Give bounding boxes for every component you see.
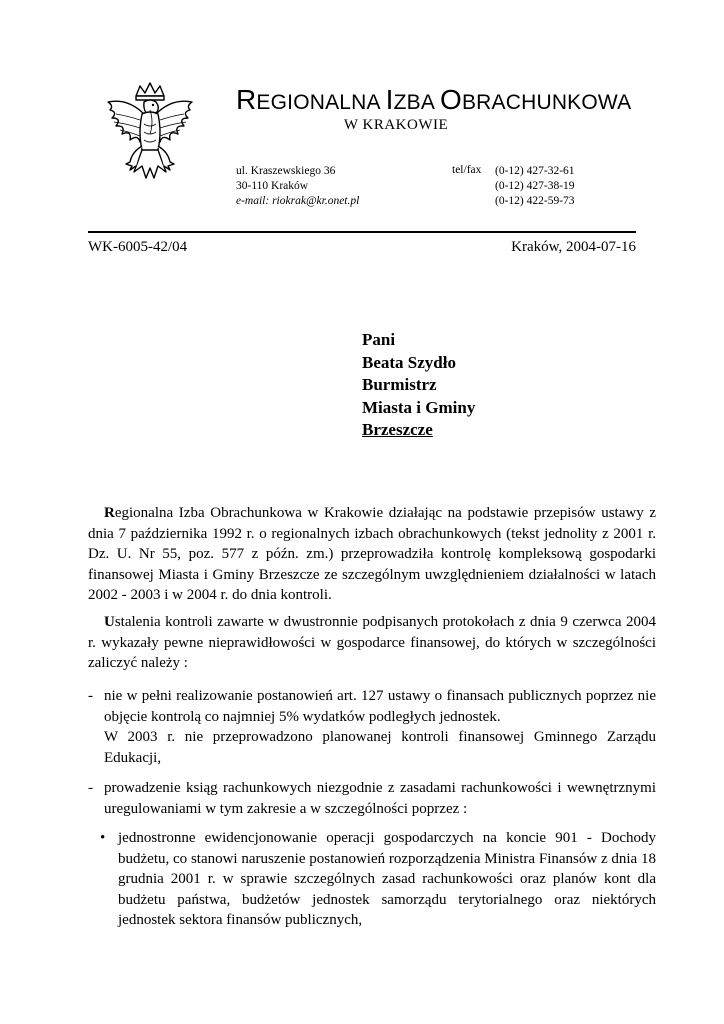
finding-item-1-note: W 2003 r. nie przeprowadzono planowanej kontroli finansowej Gminnego Zarządu Edukacji, (104, 729, 656, 766)
paragraph-intro (88, 503, 656, 606)
finding-item-2 (88, 778, 656, 819)
place-date: Kraków, 2004-07-16 (511, 239, 636, 255)
addressee-town: Brzeszcze (362, 420, 433, 439)
org-initial-o: O (439, 84, 462, 115)
org-name-part1: EGIONALNA (256, 91, 386, 114)
finding-item-2-text: prowadzenie ksiąg rachunkowych niezgodnie z zasadami rachunkowości i wewnętrznymi uregulowaniami w tym zakresie a w szczególności poprzez : (104, 780, 656, 817)
tel-fax-label: tel/fax (452, 164, 482, 176)
phone-number-3: (0-12) 422-59-73 (495, 195, 575, 207)
paragraph-intro-text: egionalna Izba Obrachunkowa w Krakowie działając na podstawie przepisów ustawy z dnia 7 października 1992 r. o regionalnych izbach obrachunkowych (tekst jednolity z 2001 r. Dz. U. Nr 55, poz. 577 z późn. zm.) przeprowadziła kontrolę kompleksową gospodarki finansowej Miasta i Gminy Brzeszcze ze szczególnym uwzględnieniem działalności w latach 2002 - 2003 i w 2004 r. do dnia kontroli. (88, 505, 656, 603)
org-name-part2: ZBA (393, 91, 440, 114)
address-street: ul. Kraszewskiego 36 (236, 165, 336, 177)
org-initial-r: R (236, 84, 257, 115)
addressee-name: Beata Szydło (362, 352, 456, 372)
dash-marker: - (88, 688, 93, 704)
reference-number: WK-6005-42/04 (88, 239, 188, 255)
email-address: e-mail: riokrak@kr.onet.pl (236, 195, 360, 207)
finding-subitem-1-text: jednostronne ewidencjonowanie operacji gospodarczych na koncie 901 - Dochody budżetu, co stanowi naruszenie postanowień rozporządzenia Ministra Finansów z dnia 18 grudnia 2001 r. w sprawie szczególnych zasad rachunkowości oraz planów kont dla budżetu państwa, budżetów jednostek samorządu terytorialnego oraz niektórych jednostek sektora finansów publicznych, (118, 830, 656, 928)
phone-number-1: (0-12) 427-32-61 (495, 165, 575, 177)
bullet-marker: • (100, 830, 106, 846)
address-city: 30-110 Kraków (236, 180, 309, 192)
paragraph-intro-initial: R (104, 505, 115, 521)
finding-item-1-text: nie w pełni realizowanie postanowień art. 127 ustawy o finansach publicznych poprzez nie objęcie kontrolą co najmniej 5% wydatków podległych jednostek. (104, 688, 656, 725)
organization-city: W KRAKOWIE (343, 117, 449, 133)
phone-number-2: (0-12) 427-38-19 (495, 180, 575, 192)
header-divider (88, 231, 636, 233)
finding-item-1 (88, 686, 656, 768)
paragraph-findings-text: stalenia kontroli zawarte w dwustronnie podpisanych protokołach z dnia 9 czerwca 2004 r. wykazały pewne nieprawidłowości w gospodarce finansowej, do których w szczególności zaliczyć należy : (88, 614, 656, 671)
org-name-part3: BRACHUNKOWA (461, 91, 632, 114)
org-initial-i: I (385, 84, 394, 115)
organization-name (236, 84, 631, 116)
addressee-title: Burmistrz (362, 375, 437, 394)
paragraph-findings (88, 612, 656, 674)
paragraph-findings-initial: U (104, 614, 115, 630)
phone-numbers (495, 164, 575, 209)
postal-address (236, 164, 359, 209)
coat-of-arms-eagle-icon (100, 80, 200, 198)
addressee-office: Miasta i Gminy (362, 397, 476, 417)
addressee-block (362, 329, 475, 442)
finding-subitem-1 (100, 828, 656, 931)
addressee-salutation: Pani (362, 330, 396, 349)
dash-marker: - (88, 780, 93, 796)
